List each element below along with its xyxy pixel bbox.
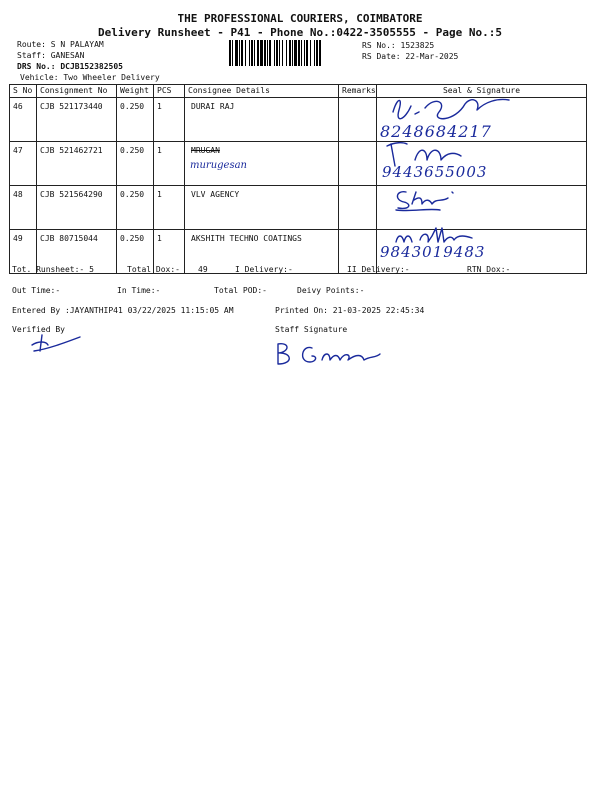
barcode-bar: [245, 40, 246, 66]
barcode-bar: [292, 40, 293, 66]
drs-number: DRS No.: DCJB152382505: [17, 62, 123, 71]
row-consignee: DURAI RAJ: [185, 98, 339, 142]
verified-by-label: Verified By: [12, 325, 65, 334]
company-title: THE PROFESSIONAL COURIERS, COIMBATORE: [177, 12, 423, 25]
barcode-bar: [260, 40, 263, 66]
barcode-bar: [279, 40, 280, 66]
staff-signature-label: Staff Signature: [275, 325, 348, 334]
row-consignee: AKSHITH TECHNO COATINGS: [185, 230, 339, 274]
barcode-bar: [235, 40, 238, 66]
col-sno: S No: [10, 85, 37, 98]
row-weight: 0.250: [117, 98, 154, 142]
barcode-bar: [298, 40, 300, 66]
barcode-bar: [254, 40, 255, 66]
verified-by-signature: [28, 333, 84, 355]
barcode-bar: [257, 40, 259, 66]
total-dox-value: 49: [198, 265, 208, 274]
rtn-dox-label: RTN Dox:-: [467, 265, 511, 274]
barcode-bar: [282, 40, 283, 66]
tot-runsheet: Tot. Runsheet:- 5: [12, 265, 94, 274]
barcode-bar: [229, 40, 231, 66]
barcode-bar: [310, 40, 311, 66]
barcode-bar: [269, 40, 271, 66]
row-remarks: [339, 98, 377, 142]
row-remarks: [339, 142, 377, 186]
table-row: [10, 142, 587, 186]
col-remarks: Remarks: [339, 85, 377, 98]
barcode-bar: [251, 40, 253, 66]
barcode-bar: [301, 40, 302, 66]
barcode-bar: [249, 40, 250, 66]
row-consignment: CJB 521564290: [37, 186, 117, 230]
signature-row-49: [392, 224, 487, 248]
signature-row-46: [385, 92, 520, 128]
barcode-bar: [286, 40, 287, 66]
col-consignment: Consignment No: [37, 85, 117, 98]
row-pcs: 1: [154, 142, 185, 186]
barcode-icon: [229, 40, 355, 66]
col-weight: Weight: [117, 85, 154, 98]
handwritten-phone-1: 8248684217: [380, 122, 492, 141]
handwritten-phone-2: 9443655003: [382, 163, 488, 181]
barcode-bar: [241, 40, 243, 66]
out-time-label: Out Time:-: [12, 286, 61, 295]
row-consignee: VLV AGENCY: [185, 186, 339, 230]
row-pcs: 1: [154, 230, 185, 274]
signature-row-48: [392, 186, 462, 212]
col-consignee: Consignee Details: [185, 85, 339, 98]
barcode-bar: [289, 40, 291, 66]
handwritten-consignee-note: murugesan: [190, 160, 247, 171]
row-consignment: CJB 521462721: [37, 142, 117, 186]
col-pcs: PCS: [154, 85, 185, 98]
row-pcs: 1: [154, 98, 185, 142]
barcode-bar: [306, 40, 308, 66]
signature-row-47: [385, 140, 485, 170]
entered-by: Entered By :JAYANTHIP41 03/22/2025 11:15:05 AM: [12, 306, 234, 315]
row-sno: 49: [10, 230, 37, 274]
barcode-bar: [319, 40, 321, 66]
ii-delivery-label: II Delivery:-: [347, 265, 410, 274]
total-dox-label: Total Dox:-: [127, 265, 180, 274]
row-consignment: CJB 80715044: [37, 230, 117, 274]
route-label: Route: S N PALAYAM: [17, 40, 104, 49]
row-weight: 0.250: [117, 230, 154, 274]
table-row: [10, 186, 587, 230]
barcode-bar: [239, 40, 240, 66]
barcode-bar: [294, 40, 297, 66]
rs-number: RS No.: 1523825: [362, 41, 435, 50]
row-weight: 0.250: [117, 142, 154, 186]
barcode-bar: [232, 40, 233, 66]
barcode-bar: [276, 40, 278, 66]
handwritten-phone-4: 9843019483: [380, 243, 486, 261]
barcode-bar: [304, 40, 305, 66]
row-weight: 0.250: [117, 186, 154, 230]
staff-label: Staff: GANESAN: [17, 51, 85, 60]
printed-on: Printed On: 21-03-2025 22:45:34: [275, 306, 425, 315]
row-sno: 46: [10, 98, 37, 142]
row-sno: 47: [10, 142, 37, 186]
row-sno: 48: [10, 186, 37, 230]
col-signature: Seal & Signature: [377, 85, 587, 98]
row-remarks: [339, 186, 377, 230]
i-delivery-label: I Delivery:-: [235, 265, 293, 274]
barcode-bar: [267, 40, 268, 66]
runsheet-title: Delivery Runsheet - P41 - Phone No.:0422-3505555 - Page No.:5: [98, 26, 502, 39]
vehicle-label: Vehicle: Two Wheeler Delivery: [20, 73, 160, 82]
barcode-bar: [274, 40, 275, 66]
barcode-bar: [314, 40, 315, 66]
delivery-points-label: Deivy Points:-: [297, 286, 365, 295]
total-pod-label: Total POD:-: [214, 286, 267, 295]
rs-date: RS Date: 22-Mar-2025: [362, 52, 459, 61]
row-pcs: 1: [154, 186, 185, 230]
row-consignment: CJB 521173440: [37, 98, 117, 142]
struck-consignee-name: MRUGAN: [191, 146, 220, 155]
barcode-bar: [316, 40, 318, 66]
barcode-bar: [264, 40, 266, 66]
staff-signature-mark: [272, 340, 384, 368]
in-time-label: In Time:-: [117, 286, 161, 295]
